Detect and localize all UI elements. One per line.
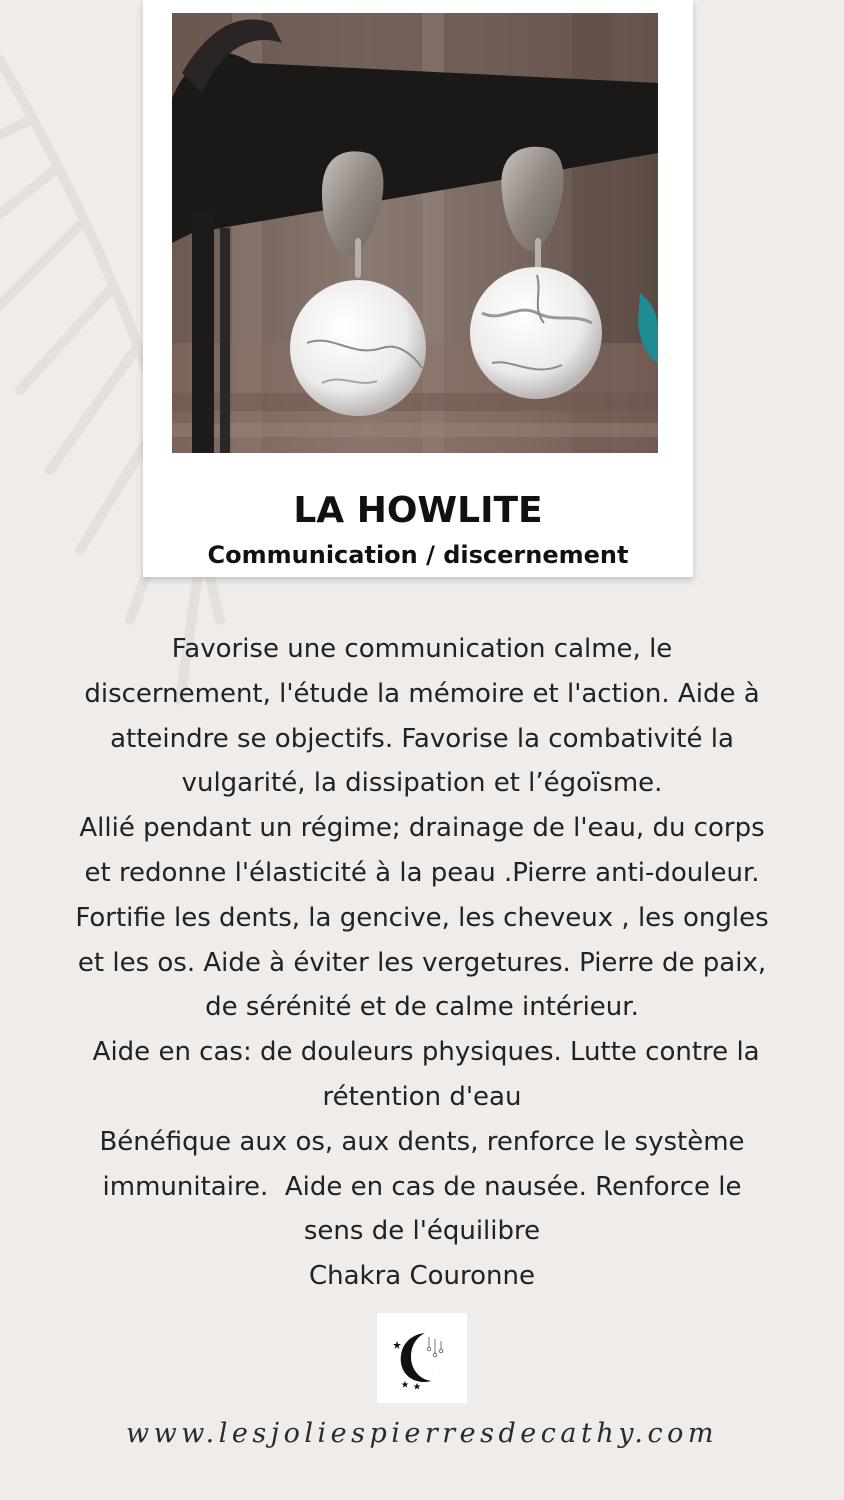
polaroid-card: [143, 0, 693, 577]
crescent-moon-logo-icon: [377, 1313, 467, 1403]
description-line: vulgarité, la dissipation et l’égoïsme.: [181, 768, 663, 799]
stone-description: [30, 627, 814, 1299]
stone-subtitle: Communication / discernement: [207, 541, 629, 569]
description-line: Aide en cas: de douleurs physiques. Lutte contre la: [84, 1037, 760, 1068]
stone-title: LA HOWLITE: [293, 490, 543, 531]
description-line: de sérénité et de calme intérieur.: [205, 992, 639, 1023]
description-line: Fortifie les dents, la gencive, les cheveux , les ongles: [75, 902, 769, 933]
website-url[interactable]: www.lesjoliespierresdecathy.com: [126, 1418, 718, 1449]
description-line: discernement, l'étude la mémoire et l'action. Aide à: [84, 678, 760, 709]
description-line: Favorise une communication calme, le: [171, 634, 673, 664]
earrings-photo: [172, 13, 658, 453]
howlite-earrings-image: [172, 13, 658, 453]
description-line: et redonne l'élasticité à la peau .Pierre anti-douleur.: [84, 857, 760, 888]
description-line: Allié pendant un régime; drainage de l'eau, du corps: [79, 813, 765, 844]
description-line: sens de l'équilibre: [303, 1216, 541, 1247]
description-line: immunitaire. Aide en cas de nausée. Renforce le: [102, 1171, 742, 1202]
description-line: atteindre se objectifs. Favorise la combativité la: [110, 723, 734, 754]
description-line: Bénéfique aux os, aux dents, renforce le système: [99, 1126, 745, 1157]
description-line: et les os. Aide à éviter les vergetures. Pierre de paix,: [77, 947, 767, 978]
svg-text:·: ·: [439, 1369, 441, 1374]
description-line: rétention d'eau: [322, 1081, 522, 1112]
description-line: Chakra Couronne: [308, 1261, 536, 1292]
